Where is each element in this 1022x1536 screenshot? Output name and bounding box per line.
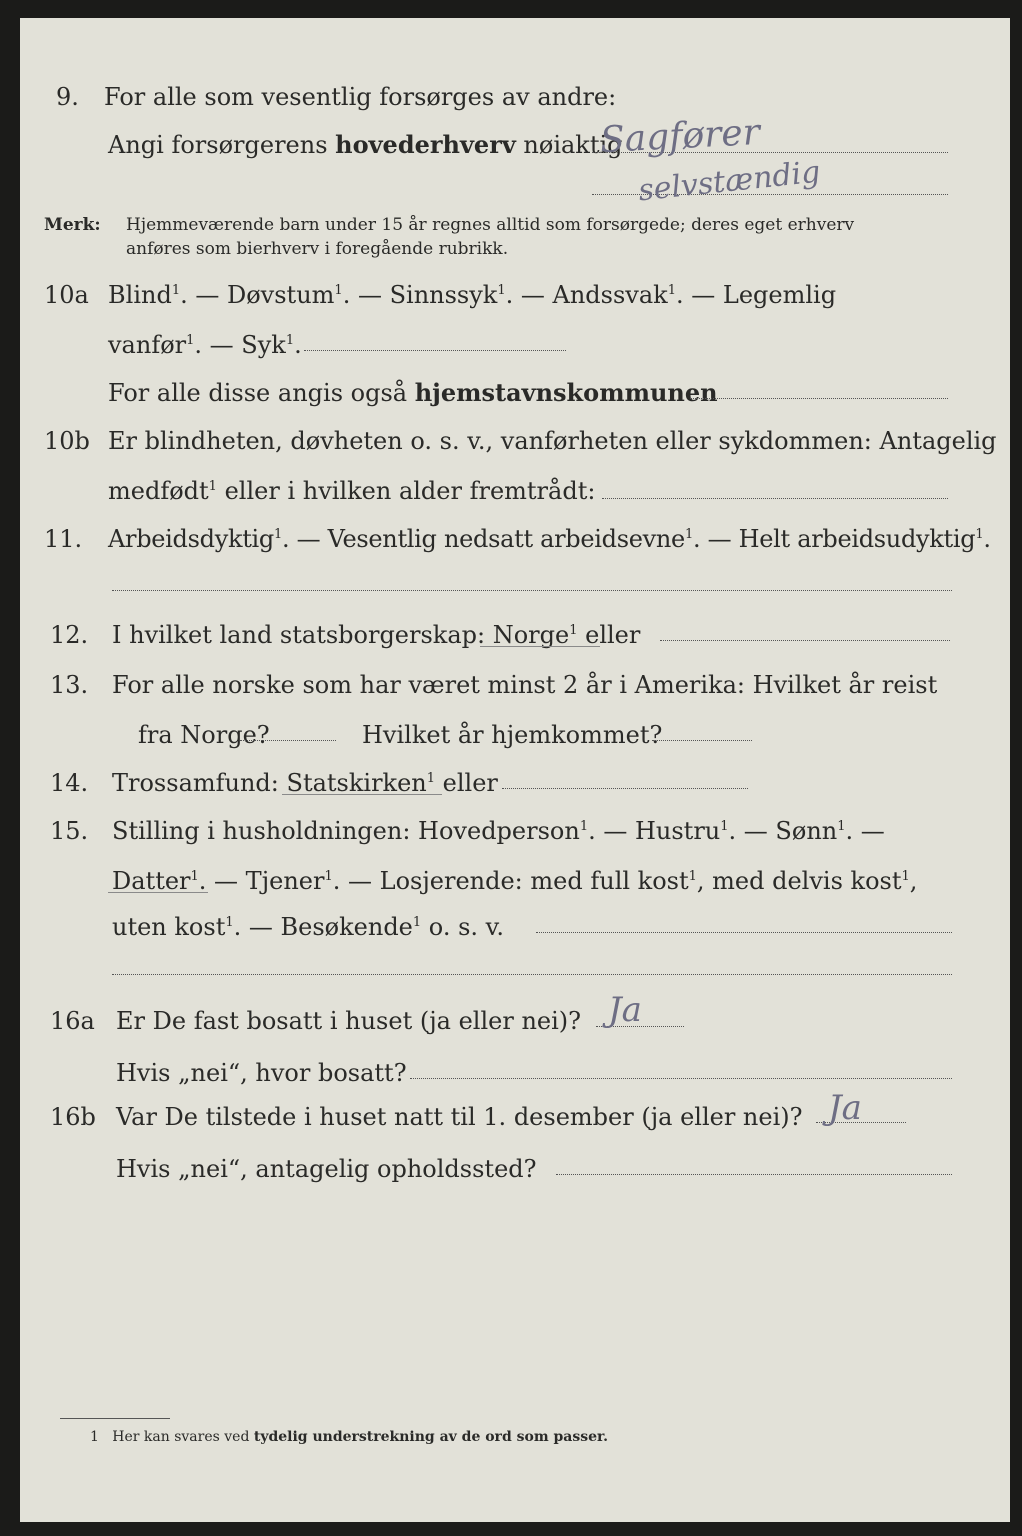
q9-line-2: Angi forsørgerens hovederhverv nøiaktig [108, 130, 623, 159]
q11-line-1: Arbeidsdyktig$^1$. — Vesentlig nedsatt arbeidsevne$^1$. — Helt arbeidsudyktig$^1$. [108, 525, 991, 553]
item-number-11: 11. [44, 525, 83, 553]
merk-label: Merk: [44, 215, 101, 235]
q9-line-1: For alle som vesentlig forsørges av andre: [104, 83, 617, 111]
q10a-line-3: For alle disse angis også hjemstavnskommunen [108, 378, 718, 407]
item-number-9: 9. [56, 83, 79, 111]
item-number-10b: 10b [44, 427, 90, 455]
q16b-line-2: Hvis „nei“, antagelig opholdssted? [116, 1155, 537, 1183]
item-number-12: 12. [50, 621, 89, 649]
q16a-handwritten: Ja [608, 990, 642, 1030]
q10a-answer-line-2 [690, 398, 948, 399]
q15-line-2: Datter$^1$. — Tjener$^1$. — Losjerende: med full kost$^1$, med delvis kost$^1$, [112, 867, 918, 895]
q13-line-2b: Hvilket år hjemkommet? [362, 721, 663, 749]
item-number-14: 14. [50, 769, 89, 797]
q12-underline-norge [480, 646, 600, 647]
item-number-10a: 10a [44, 281, 89, 309]
q12-answer-line [660, 640, 950, 641]
q16b-line-1: Var De tilstede i huset natt til 1. desember (ja eller nei)? [116, 1103, 803, 1131]
q10a-line-2: vanfør$^1$. — Syk$^1$. [108, 331, 302, 359]
q13-answer-line-2 [652, 740, 752, 741]
q16b-handwritten: Ja [828, 1088, 862, 1128]
item-number-16a: 16a [50, 1007, 95, 1035]
q16a-answer-line-2 [410, 1078, 952, 1079]
q9-handwritten-1: Sagfører [599, 111, 761, 162]
q14-line-1: Trossamfund: Statskirken$^1$ eller [112, 769, 498, 797]
q9-handwritten-2: selvstændig [636, 154, 823, 209]
q15-answer-line-2 [112, 974, 952, 975]
q14-underline-statskirken [282, 794, 442, 795]
q13-answer-line-1 [240, 740, 336, 741]
item-number-16b: 16b [50, 1103, 96, 1131]
q16a-line-2: Hvis „nei“, hvor bosatt? [116, 1059, 407, 1087]
q16b-answer-line-2 [556, 1174, 952, 1175]
q10b-answer-line [602, 498, 948, 499]
q10a-answer-line [304, 350, 566, 351]
census-form-page [20, 18, 1010, 1522]
q16a-line-1: Er De fast bosatt i huset (ja eller nei)? [116, 1007, 582, 1035]
item-number-13: 13. [50, 671, 89, 699]
q12-line-1: I hvilket land statsborgerskap: Norge$^1$ eller [112, 621, 641, 649]
q10a-line-1: Blind$^1$. — Døvstum$^1$. — Sinnssyk$^1$. — Andssvak$^1$. — Legemlig [108, 281, 837, 309]
q15-underline-datter [108, 892, 208, 893]
item-number-15: 15. [50, 817, 89, 845]
q11-answer-line [112, 590, 952, 591]
footnote-rule [60, 1418, 170, 1419]
q13-line-2a: fra Norge? [138, 721, 270, 749]
q15-answer-line [536, 932, 952, 933]
q10b-line-2: medfødt$^1$ eller i hvilken alder fremtrådt: [108, 477, 596, 505]
q10b-line-1: Er blindheten, døvheten o. s. v., vanførheten eller sykdommen: Antagelig [108, 427, 997, 455]
q15-line-3: uten kost$^1$. — Besøkende$^1$ o. s. v. [112, 913, 504, 941]
q15-line-1: Stilling i husholdningen: Hovedperson$^1$. — Hustru$^1$. — Sønn$^1$. — [112, 817, 885, 845]
merk-line-1: Hjemmeværende barn under 15 år regnes alltid som forsørgede; deres eget erhverv [126, 215, 855, 235]
merk-line-2: anføres som bierhverv i foregående rubrikk. [126, 239, 509, 259]
q14-answer-line [502, 788, 748, 789]
q13-line-1: For alle norske som har været minst 2 år i Amerika: Hvilket år reist [112, 671, 938, 699]
footnote: 1 Her kan svares ved tydelig understrekning av de ord som passer. [90, 1429, 609, 1445]
